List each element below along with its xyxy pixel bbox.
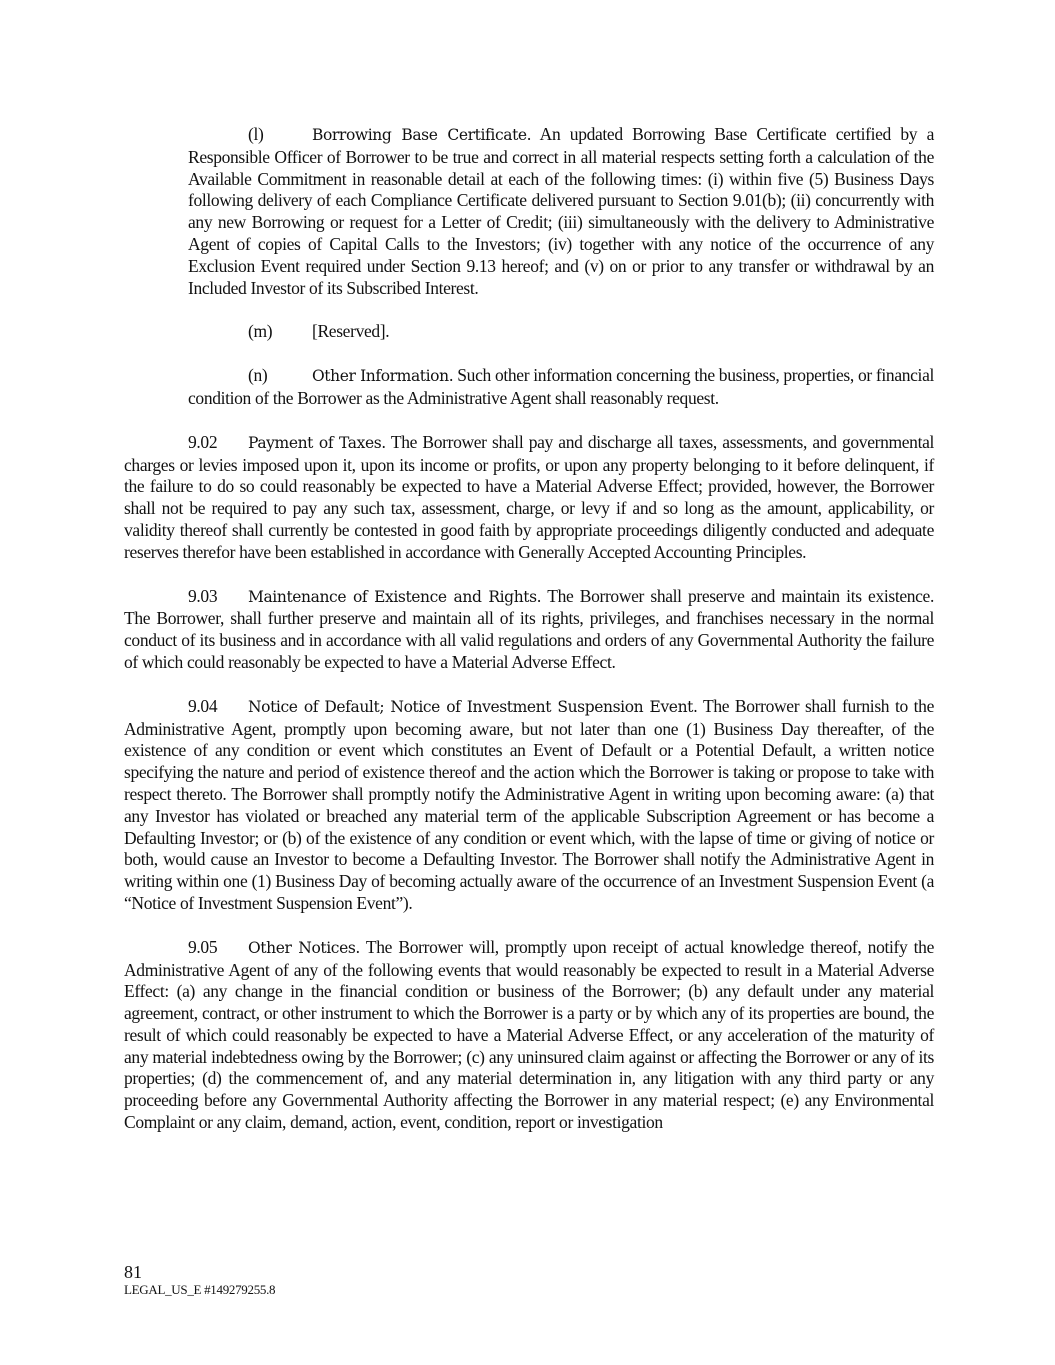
section-heading: Maintenance of Existence and Rights. — [248, 587, 542, 606]
section-body: The Borrower will, promptly upon receipt of actual knowledge thereof, notify the Administrative Agent of any of the following events that would reasonably be expected to result in a Material Adverse Effect: (a) any change in the financial condition or business of the Borrower; (b) any default under any material agreement, contract, or other instrument to which the Borrower is a party or by which any of its properties are bound, the result of which could reasonably be expected to have a Material Adverse Effect, or any acceleration of the maturity of any material indebtedness owing by the Borrower; (c) any uninsured claim against or affecting the Borrower or any of its properties; (d) the commencement of, and any material determination in, any litigation with any third party or any proceeding before any Governmental Authority affecting the Borrower in any material respect; (e) any Environmental Complaint or any claim, demand, action, event, condition, report or investigation — [124, 936, 934, 1133]
section-9-05 — [124, 937, 934, 1134]
section-l — [124, 124, 934, 299]
section-heading: Borrowing Base Certificate. — [312, 126, 532, 144]
section-heading: Notice of Default; Notice of Investment Suspension Event. — [248, 697, 698, 716]
section-number: 9.05 — [188, 936, 218, 957]
section-number: 9.04 — [188, 695, 218, 716]
section-body: Such other information concerning the business, properties, or financial condition of the Borrower as the Administrative Agent shall reasonably request. — [188, 365, 934, 408]
section-heading: Payment of Taxes. — [248, 433, 386, 452]
section-m — [124, 321, 934, 343]
section-number: 9.03 — [188, 585, 218, 606]
section-body: An updated Borrowing Base Certificate certified by a Responsible Officer of Borrower to be true and correct in all material respects setting forth a calculation of the Available Commitment in reasonable detail at each of the following times: (i) within five (5) Business Days following delivery of each Compliance Certificate delivered pursuant to Section 9.01(b); (ii) concurrently with any new Borrowing or request for a Letter of Credit; (iii) simultaneously with the delivery to Administrative Agent of copies of Capital Calls to the Investors; (iv) together with any notice of the occurrence of any Exclusion Event required under Section 9.13 hereof; and (v) on or prior to any transfer or withdrawal by an Included Investor of its Subscribed Interest. — [188, 124, 934, 298]
document-id: LEGAL_US_E #149279255.8 — [124, 1282, 276, 1297]
section-number: (l) — [248, 124, 264, 144]
section-body: The Borrower shall pay and discharge all taxes, assessments, and governmental charges or levies imposed upon it, upon its income or profits, or upon any property belonging to it before delinquent, if the failure to do so could reasonably be expected to have a Material Adverse Effect; provided, however, the Borrower shall not be required to pay any such tax, assessment, charge, or levy if and so long as the amount, applicability, or validity thereof shall currently be contested in good faith by appropriate proceedings diligently conducted and adequate reserves therefor have been established in accordance with Generally Accepted Accounting Principles. — [124, 431, 935, 562]
section-body: The Borrower shall preserve and maintain its existence. The Borrower, shall further preserve and maintain all of its rights, privileges, and franchises necessary in the normal conduct of its business and in accordance with all valid regulations and orders of any Governmental Authority the failure of which could reasonably be expected to have a Material Adverse Effect. — [124, 585, 935, 672]
section-9-03 — [124, 586, 934, 674]
section-heading: Other Information. — [312, 367, 454, 386]
document-page — [124, 124, 934, 1156]
section-9-02 — [124, 432, 934, 564]
section-body: The Borrower shall furnish to the Administrative Agent, promptly upon becoming aware, but not later than one (1) Business Day thereafter, of the existence of any condition or event which constitutes an Event of Default or a Potential Default, a written notice specifying the nature and period of existence thereof and the action which the Borrower is taking or propose to take with respect thereto. The Borrower shall promptly notify the Administrative Agent in writing upon becoming aware: (a) that any Investor has violated or breached any material term of the applicable Subscription Agreement or has become a Defaulting Investor; or (b) of the existence of any condition or event which, with the lapse of time or giving of notice or both, would cause an Investor to become a Defaulting Investor. The Borrower shall notify the Administrative Agent in writing within one (1) Business Day of becoming actually aware of the occurrence of an Investment Suspension Event (a “Notice of Investment Suspension Event”). — [124, 695, 934, 913]
page-footer — [124, 1262, 275, 1298]
section-9-04 — [124, 696, 934, 915]
section-number: 9.02 — [188, 431, 218, 452]
section-n — [124, 365, 934, 410]
section-number: (n) — [248, 365, 268, 386]
section-heading: Other Notices. — [248, 938, 360, 957]
page-number: 81 — [124, 1262, 142, 1282]
section-body: [Reserved]. — [312, 321, 390, 342]
section-number: (m) — [248, 321, 273, 342]
